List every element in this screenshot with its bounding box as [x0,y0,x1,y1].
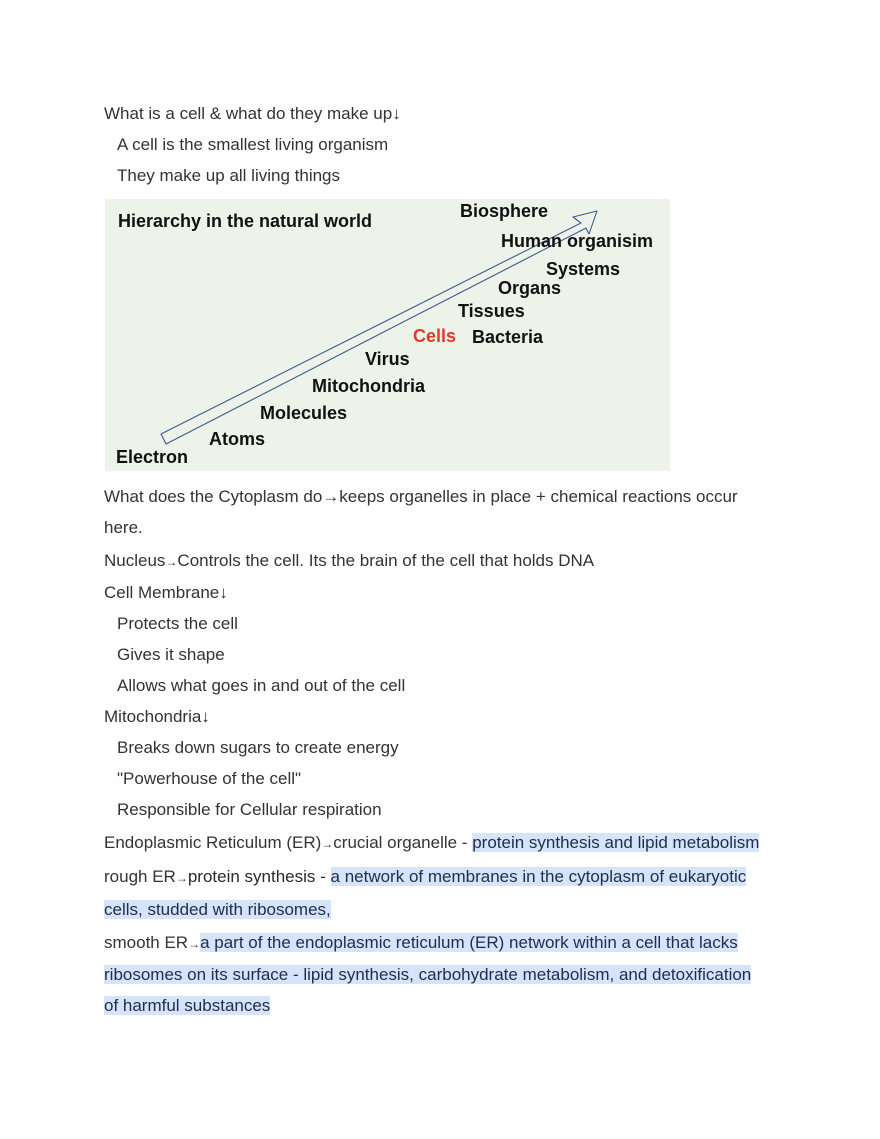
rough-er-text: protein synthesis - [187,867,331,886]
cytoplasm-label: What does the Cytoplasm do [104,487,323,506]
mitochondria-point-1: Breaks down sugars to create energy [117,738,399,757]
mitochondria-point-3: Responsible for Cellular respiration [117,800,382,819]
nucleus-line [104,551,594,572]
level-atoms: Atoms [209,429,266,449]
smooth-er-highlight-2: ribosomes on its surface - lipid synthesis, carbohydrate metabolism, and detoxification [104,965,752,984]
right-arrow-icon: → [175,871,188,885]
down-arrow-icon: ↓ [392,104,401,123]
mitochondria-label: Mitochondria [104,707,202,726]
mitochondria-heading [104,707,210,727]
level-organs: Organs [498,278,562,298]
rough-er-line [104,867,746,888]
nucleus-text: Controls the cell. Its the brain of the cell that holds DNA [177,551,595,570]
rough-er-highlight: a network of membranes in the cytoplasm of eukaryotic [330,867,747,886]
down-arrow-icon: ↓ [219,583,228,602]
mitochondria-point-2: "Powerhouse of the cell" [117,769,302,788]
down-arrow-icon: ↓ [201,707,210,726]
er-label: Endoplasmic Reticulum (ER) [104,833,322,852]
smooth-er-highlight-3: of harmful substances [104,996,271,1015]
hierarchy-diagram [105,199,670,471]
membrane-point-1: Protects the cell [117,614,238,633]
membrane-heading [104,583,228,603]
right-arrow-icon: → [321,837,334,851]
heading-cell-text: What is a cell & what do they make up [104,104,393,123]
level-electron: Electron [116,447,189,467]
cytoplasm-text: keeps organelles in place + chemical reactions occur [339,487,738,506]
heading-cell [104,104,401,124]
er-highlight: protein synthesis and lipid metabolism [472,833,760,852]
level-biosphere: Biosphere [460,201,549,221]
smooth-er-line [104,933,738,954]
cytoplasm-line-2: here. [104,518,143,537]
er-line [104,833,759,854]
level-human-organism: Human organisim [501,231,654,251]
membrane-point-2: Gives it shape [117,645,225,664]
er-text: crucial organelle - [333,833,473,852]
level-systems: Systems [546,259,621,279]
level-tissues: Tissues [458,301,525,321]
smooth-er-line-3 [104,996,270,1016]
smooth-er-highlight: a part of the endoplasmic reticulum (ER) network within a cell that lacks [200,933,738,952]
level-virus: Virus [365,349,410,369]
smooth-er-line-2 [104,965,751,985]
membrane-point-3: Allows what goes in and out of the cell [117,676,406,695]
level-molecules: Molecules [260,403,348,423]
smooth-er-label: smooth ER [104,933,189,952]
level-mitochondria: Mitochondria [312,376,425,396]
nucleus-label: Nucleus [104,551,166,570]
rough-er-highlight-2: cells, studded with ribosomes, [104,900,331,919]
right-arrow-icon: → [188,937,201,951]
diagram-title: Hierarchy in the natural world [118,211,373,231]
cell-point-2: They make up all living things [117,166,341,185]
rough-er-label: rough ER [104,867,176,886]
level-bacteria: Bacteria [472,327,544,347]
membrane-label: Cell Membrane [104,583,220,602]
cytoplasm-line [104,487,738,507]
rough-er-line-2 [104,900,331,920]
level-cells: Cells [413,326,457,346]
right-arrow-icon: → [322,487,340,506]
right-arrow-icon: → [165,555,178,569]
cell-point-1: A cell is the smallest living organism [117,135,389,154]
